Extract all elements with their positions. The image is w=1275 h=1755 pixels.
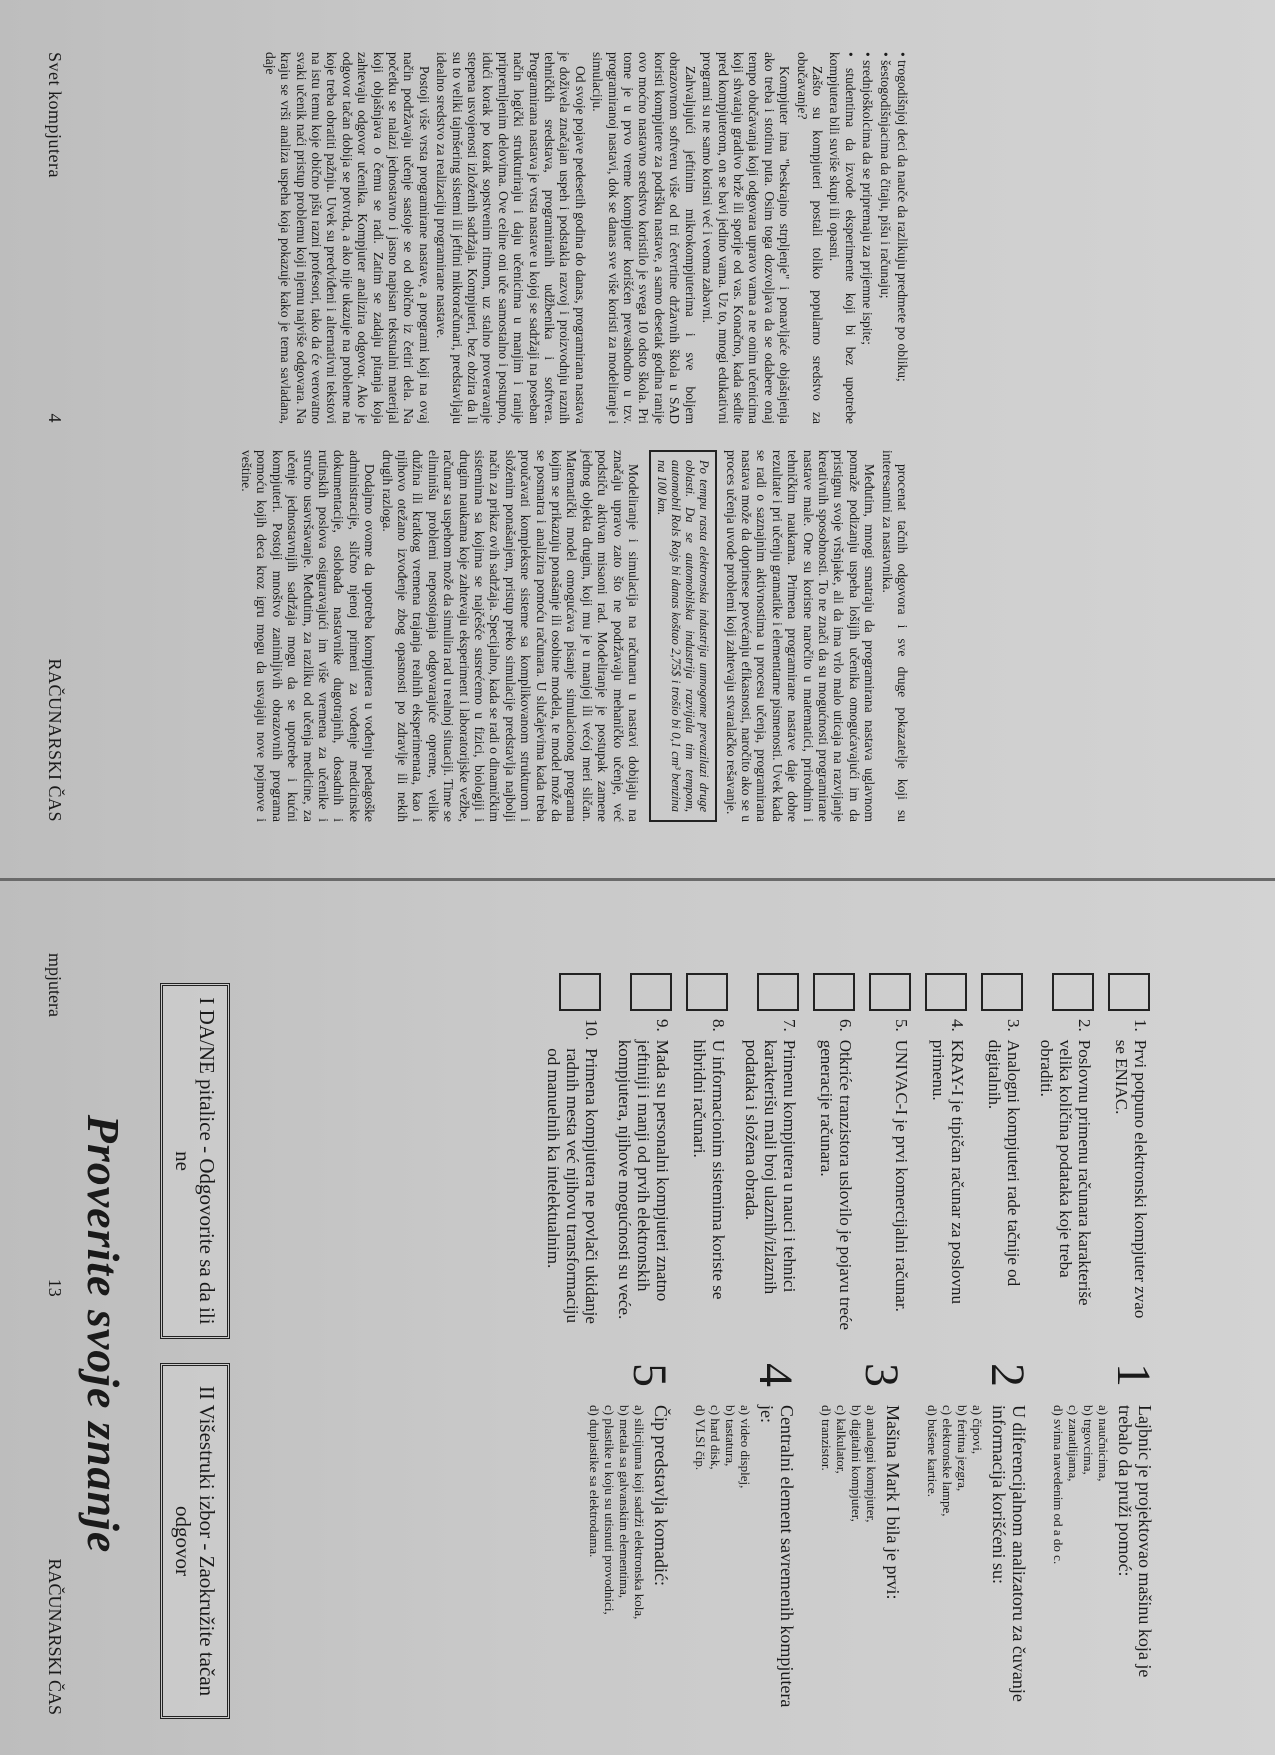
answer-option[interactable]: d) duplastike sa elektrodama.	[587, 1405, 602, 1558]
answer-option[interactable]: d) svima navedenim od a do c.	[1051, 1405, 1066, 1565]
question-text: Analogni kompjuteri rade tačnije od digitalnih.	[985, 1039, 1023, 1287]
answer-box[interactable]	[630, 973, 672, 1011]
question-number: 5	[623, 1363, 676, 1387]
question-number: 9.	[653, 1019, 672, 1032]
left-page-footer	[44, 52, 65, 822]
question-text: Mašina Mark I bila je prvi:	[883, 1405, 903, 1600]
question-text: Centralni element savremenih kompjutera je:	[757, 1405, 797, 1708]
article-paragraph: Zahvaljujući jeftinim mikrokompjuterima i sve boljem obrazovnom softveru više od tri četvrtine državnih škola u SAD koristi kompjutere za podršku nastave, a samo desetak godina ranije ovo moćno nastavno sredstvo koristilo je svega 10 odsto škola. Pri tome je u prvo vreme kompjuter korišćen prevashodno u tzv. programiranoj nastavi, dok se danas sve više koristi za modeliranje i simulaciju.	[590, 52, 698, 424]
question-number: 3.	[1004, 1019, 1023, 1032]
answer-option[interactable]: c) hard disk,	[708, 1405, 723, 1470]
question-body	[1051, 1405, 1155, 1723]
question-text: Čip predstavlja komadić:	[651, 1405, 671, 1586]
answer-option[interactable]: a) naučnicima,	[1096, 1405, 1111, 1482]
answer-box[interactable]	[925, 973, 967, 1011]
list-item	[693, 1363, 802, 1723]
page-number: 13	[45, 1278, 65, 1297]
answer-box[interactable]	[559, 973, 601, 1011]
question-text: U informacionim sistemima koriste se hibridni računari.	[690, 1039, 728, 1300]
list-item	[981, 973, 1023, 1333]
question-body	[819, 1405, 903, 1723]
question-body	[925, 1405, 1029, 1723]
answer-box[interactable]	[1052, 973, 1094, 1011]
page-fold-divider	[0, 878, 1275, 881]
answer-option[interactable]: d) tranzistor.	[819, 1405, 834, 1471]
question-number: 3	[855, 1363, 908, 1387]
question-text: Prvi potpuno elektronski kompjuter zvao se ENIAC.	[1112, 1039, 1150, 1319]
question-text: Primena kompjutera ne povlači ukidanje radnih mesta već njihovu transformaciju od manuelnih ka intelektualnim.	[544, 1048, 601, 1324]
question-number: 4	[749, 1363, 802, 1387]
question-number: 5.	[892, 1019, 911, 1032]
answer-option[interactable]: b) tastatura,	[723, 1405, 738, 1467]
page-title: Proverite svoje znanje	[78, 1114, 129, 1554]
list-item	[1108, 973, 1150, 1333]
question-text: Mada su personalni kompjuteri znatno jeftiniji i manji od prvih elektronskih kompjutera, njihove mogućnosti su veće.	[615, 1039, 672, 1320]
list-item	[869, 973, 911, 1333]
article-paragraph: Dodajmo ovome da upotreba kompjutera u vođenju pedagoške administracije, slično njenoj primeni za vođenje medicinske dokumentacije, oslobađa nastavnike dugotrajnih, dosadnih i rutinskih poslova osiguravajući im više vremena za učenike i stručno usavršavanje. Međutim, za razliku od učenja medicine, za učenje jednostavnijih sadržaja mogu da se upotrebe i kućni kompjuteri. Postoji mnoštvo zanimljivih obrazovnih programa pomoću kojih deca kroz igru mogu da usvajaju nove pojmove i veštine.	[238, 450, 378, 822]
answer-option[interactable]: c) kalkulator,	[834, 1405, 849, 1474]
article-paragraph: Međutim, mnogi smatraju da programirana nastava uglavnom pomaže podizanju uspeha lošijih učenika omogućavajući im da pristignu svoje vršnjake, ali da ima vrlo malo uticaja na razvijanje kreativnih sposobnosti. To ne znači da su mogućnosti programirane nastave male. One su korisne naročito u matematici, prirodnim i tehničkim naukama. Primena programirane nastave daje dobre rezultate i pri učenju gramatike i elementarne pismenosti. Uvek kada se radi o saznajnim aktivnostima u procesu učenja, programirana nastava može da doprinese povećanju efikasnosti, naročito ako se u proces učenja uvode problemi koji zahtevaju stvaralačko rešavanje.	[723, 450, 878, 822]
answer-box[interactable]	[981, 973, 1023, 1011]
answer-option[interactable]: b) metala sa galvanskim elementima,	[617, 1405, 632, 1599]
list-item	[925, 973, 967, 1333]
true-false-list	[530, 973, 1150, 1333]
list-item	[544, 973, 601, 1333]
right-page	[0, 893, 1275, 1755]
question-number: 8.	[709, 1019, 728, 1032]
article-paragraph: Postoji više vrsta programirane nastave, a programi koji na ovaj način podržavaju učenje sastoje se od obično iz četiri dela. Na početku se nalazi jednostavno i jasno napisan tekstualni materijal koji objašnjava o čemu se radi. Zatim se zadaju pitanja koja zahtevaju odgovor učenika. Kompjuter analizira odgovor. Ako je odgovor tačan dobija se potvrda, a ako nije ukazuje na probleme na koje treba obratiti pažnju. Uvek su predviđeni i alternativni tekstovi na istu temu koje obično pišu razni profesori, tako da će verovatno svaki učenik naći pristup problemu koji njemu najviše odgovara. Na kraju se vrši analiza uspeha koja pokazuje kako je tema savladana, daje	[262, 52, 432, 424]
multiple-choice-list	[565, 1363, 1160, 1723]
question-number: 1.	[1131, 1019, 1150, 1032]
question-text: U diferencijalnom analizatoru za čuvanje informacija korišćeni su:	[989, 1405, 1029, 1702]
answer-box[interactable]	[757, 973, 799, 1011]
list-item	[686, 973, 728, 1333]
article-column-1	[237, 52, 910, 424]
article-paragraph: • trogodišnjoj deci da nauče da razlikuju predmete po obliku;	[895, 52, 910, 382]
list-item	[615, 973, 672, 1333]
question-text: Lajbnic je projektovao mašinu koja je trebalo da pruži pomoć:	[1115, 1405, 1155, 1678]
answer-option[interactable]: d) bušene kartice.	[925, 1405, 940, 1498]
answer-option[interactable]: c) plastike u koju su utisnuti provodnici,	[602, 1405, 617, 1615]
list-item	[925, 1363, 1034, 1723]
question-text: Otkriće tranzistora uslovilo je pojavu treće generacije računara.	[817, 1039, 855, 1331]
answer-option[interactable]: a) silicijuma koji sadrži elektronska kola,	[632, 1405, 647, 1620]
section-heading-multiple-choice: II Višestruki izbor - Zaokružite tačan odgovor	[160, 1363, 230, 1719]
question-text: KRAY-I je tipičan računar za poslovnu primenu.	[929, 1039, 967, 1304]
answer-option[interactable]: b) trgovcima,	[1081, 1405, 1096, 1475]
article-paragraph: • studentima da izvode eksperimente koji bi bez upotrebe kompjutera bili suviše skupi ili opasni.	[827, 52, 858, 424]
answer-option[interactable]: c) elektronske lampe,	[940, 1405, 955, 1517]
question-number: 6.	[836, 1019, 855, 1032]
answer-option[interactable]: d) VLSI čip.	[693, 1405, 708, 1471]
list-item	[742, 973, 799, 1333]
footer-magazine-name: Svet kompjutera	[45, 52, 65, 178]
question-text: Primenu kompjutera u nauci i tehnici karakterišu mali broj ulaznih/izlaznih podataka i složena obrada.	[742, 1039, 799, 1295]
article-paragraph: procenat tačnih odgovora i sve druge pokazatelje koji su interesantni za nastavnika.	[879, 450, 910, 822]
article-columns	[237, 52, 910, 822]
question-number: 1	[1107, 1363, 1160, 1387]
page-number: 4	[45, 413, 65, 423]
article-paragraph: Od svoje pojave pedesetih godina do danas, programirana nastava je doživela značajan uspeh i podstakla razvoj i proizvodnju raznih tehničkih sredstava, programiranih udžbenika i softvera. Programirana nastava je vrsta nastave u kojoj se sadržaji na poseban način logički strukturiraju i daju učenicima u manjim i ranije pripremljenim delovima. Ove celine oni uče samostalno i postupno, idući korak po korak sopstvenim ritmom, uz stalno proveravanje stepena usvojenosti izloženih sadržaja. Kompjuteri, bez obzira da li su to veliki tajmšering sistemi ili jeftini mikroračunari, predstavljaju idealno sredstvo za realizaciju programirane nastave.	[434, 52, 588, 424]
article-paragraph: Modeliranje i simulacija na računaru u nastavi dobijaju na značaju upravo zato što ne podržavaju mehaničko učenje, već podstiču aktivan misaoni rad. Modeliranje je postupak zamene jednog objekta drugim, koji mu je u manjoj ili većoj meri sličan. Matematički model omogućava pisanje simulacionog programa kojim se prikazuju ponašanje ili osobine modela, te model može da se posmatra i analizira pomoću računara. U slučajevima kada treba proučavati kompleksne sisteme sa komplikovanom strukturom i složenim ponašanjem, pristup preko simulacije predstavlja najbolji način za prikaz ovih sadržaja. Specijalno, kada se radi o dinamičkim sistemima sa kojima se najčešće susrećemo u fizici, biologiji i drugim naukama koje zahtevaju eksperiment i laboratorijske vežbe, računar sa uspehom može da simulira rad u realnoj situaciji. Time se eliminišu problemi nepostojanja odgovarajuće opreme, velike dužina ili kratkog vremena trajanja realnih eksperimenata, kao i njihovo otežano izvođenje zbog opasnosti po zdravlje ili nekih drugih razloga.	[379, 450, 642, 822]
answer-option[interactable]: b) digitalni kompjuter,	[849, 1405, 864, 1522]
article-paragraph: • šestogodišnjacima da čitaju, pišu i računaju;	[877, 52, 893, 299]
answer-option[interactable]: a) analogni kompjuter,	[864, 1405, 879, 1523]
pull-quote-box: Po tempu rasta elektronska industrija umnogome prevazilazi druge oblasti. Da se automobilska industrija razvijala tim tempom, automobil Rols Rojs bi danas koštao 2,75$ i trošio bi 0,1 cm³ benzina na 100 km.	[649, 450, 717, 822]
article-column-2	[237, 450, 910, 822]
question-body	[587, 1405, 671, 1723]
list-item	[813, 973, 855, 1333]
list-item	[1037, 973, 1094, 1333]
footer-magazine-name: mpjutera	[45, 953, 65, 1017]
list-item	[587, 1363, 676, 1723]
question-number: 10.	[582, 1019, 601, 1041]
answer-option[interactable]: a) video displej,	[738, 1405, 753, 1489]
answer-box[interactable]	[1108, 973, 1150, 1011]
question-number: 2	[981, 1363, 1034, 1387]
question-body	[693, 1405, 797, 1723]
answer-box[interactable]	[869, 973, 911, 1011]
answer-option[interactable]: b) feritna jezgra,	[955, 1405, 970, 1492]
list-item	[1051, 1363, 1160, 1723]
question-number: 4.	[948, 1019, 967, 1032]
footer-section-name: RAČUNARSKI ČAS	[45, 658, 65, 822]
right-page-footer	[44, 953, 65, 1715]
question-text: UNIVAC-I je prvi komercijalni računar.	[892, 1039, 911, 1312]
article-paragraph: Zašto su kompjuteri postali toliko popularno sredstvo za obučavanje?	[794, 52, 825, 424]
article-paragraph: • srednjoškolcima da se pripremaju za prijemne ispite;	[860, 52, 876, 346]
answer-option[interactable]: a) čipovi,	[970, 1405, 985, 1455]
footer-section-name: RAČUNARSKI ČAS	[45, 1558, 65, 1715]
question-number: 2.	[1075, 1019, 1094, 1032]
left-page	[0, 0, 1275, 862]
answer-box[interactable]	[813, 973, 855, 1011]
question-number: 7.	[780, 1019, 799, 1032]
answer-option[interactable]: c) zanatlijama,	[1066, 1405, 1081, 1482]
article-paragraph: Kompjuter ima "beskrajno strpljenje" i ponavljaće objašnjenja ako treba i stotinu puta. Osim toga dozvoljava da se odabere onaj tempo obučavanja koji odgovara upravo vama a ne onim učenicima koji shvataju gradivo brže ili sporije od vas. Konačno, kada sedite pred kompjuterom, on se bavi jedino vama. Uz to, mnogi edukativni programi su ne samo korisni već i veoma zabavni.	[700, 52, 793, 424]
question-text: Poslovnu primenu računara karakteriše velika količina podataka koje treba obraditi.	[1037, 1039, 1094, 1306]
answer-box[interactable]	[686, 973, 728, 1011]
list-item	[819, 1363, 908, 1723]
section-heading-true-false: I DA/NE pitalice - Odgovorite sa da ili ne	[160, 983, 230, 1339]
